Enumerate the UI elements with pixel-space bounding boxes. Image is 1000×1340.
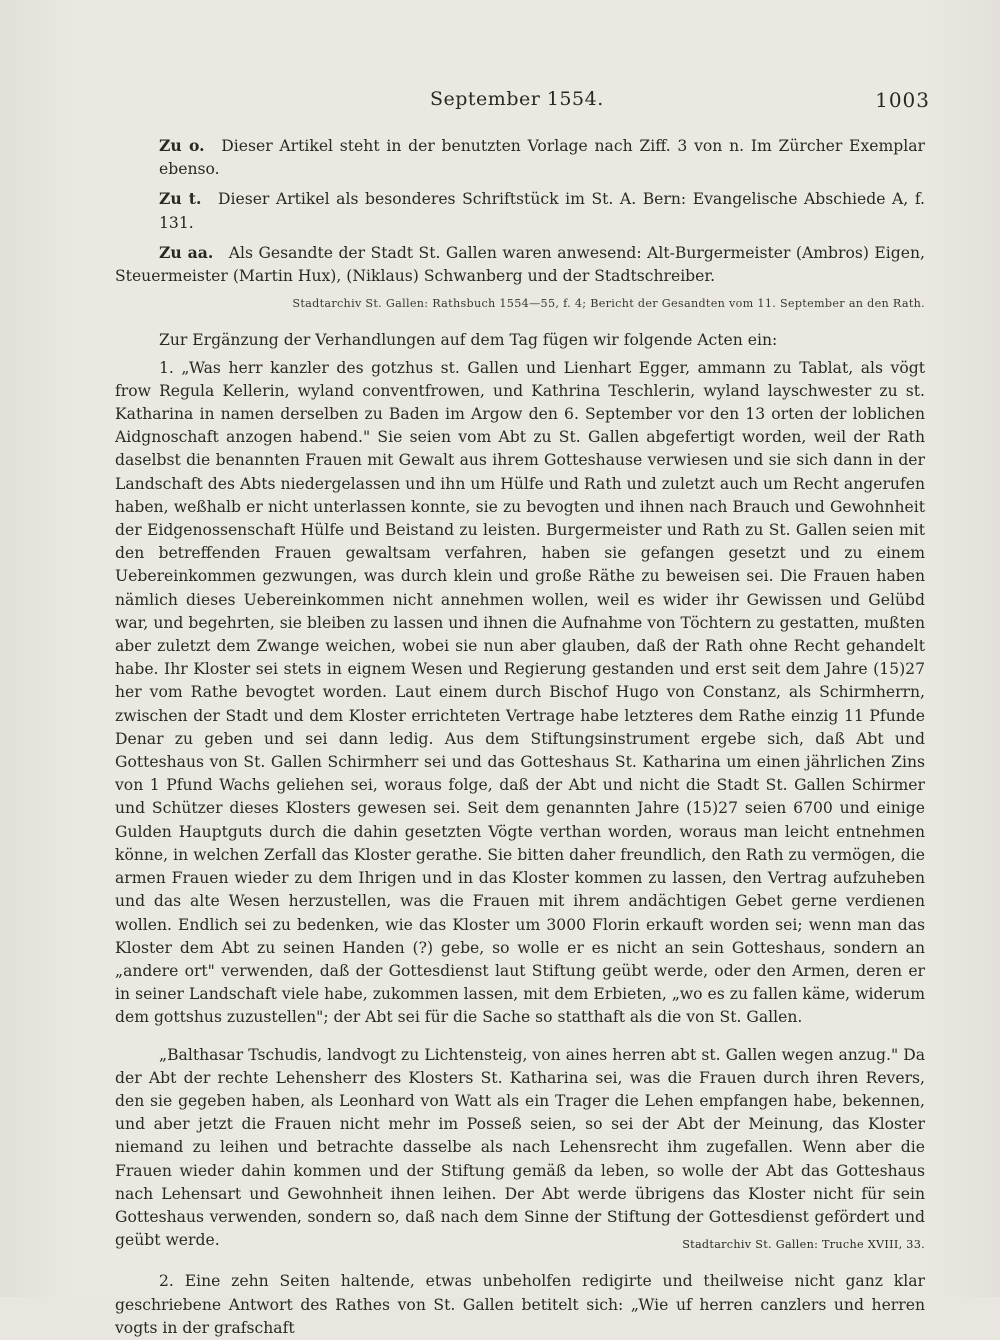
- document-item-1: 1. „Was herr kanzler des gotzhus st. Gallen und Lienhart Egger, ammann zu Tablat, als vögt frow Regula Kellerin, wyland conventfrowen, und Kathrina Teschlerin, wyland layschwester zu st. Katharina in namen derselben zu Baden im Argow den 6. September vor den 13 orten der loblichen Aidgnoschaft anzogen habend." Sie seien vom Abt zu St. Gallen abgefertigt worden, weil der Rath daselbst die benannten Frauen mit Gewalt aus ihrem Gotteshause verwiesen und sie sich dann in der Landschaft des Abts niedergelassen und ihn um Hülfe und Rath und zuletzt auch um Recht angerufen haben, weßhalb er nicht unterlassen konnte, sie zu bevogten und ihnen nach Brauch und Gewohnheit der Eidgenossenschaft Hülfe und Beistand zu leisten. Burgermeister und Rath zu St. Gallen seien mit den betreffenden Frauen gewaltsam verfahren, haben sie gefangen gesetzt und zu einem Uebereinkommen gezwungen, was durch klein und große Räthe zu beweisen sei. Die Frauen haben nämlich dieses Uebereinkommen nicht annehmen wollen, weil es wider ihr Gewissen und Gelübd war, und begehrten, sie bleiben zu lassen und ihnen die Aufnahme von Töchtern zu gestatten, mußten aber zuletzt dem Zwange weichen, wobei sie nun aber glauben, daß der Rath ohne Recht gehandelt habe. Ihr Kloster sei stets in eignem Wesen und Regierung gestanden und erst seit dem Jahre (15)27 her vom Rathe bevogtet worden. Laut einem durch Bischof Hugo von Constanz, als Schirmherrn, zwischen der Stadt und dem Kloster errichteten Vertrage habe letzteres dem Rathe einzig 11 Pfunde Denar zu geben und sei dann ledig. Aus dem Stiftungsinstrument ergebe sich, daß Abt und Gotteshaus von St. Gallen Schirmherr sei und das Gotteshaus St. Katharina um einen jährlichen Zins von 1 Pfund Wachs geliehen sei, woraus folge, daß der Abt und nicht die Stadt St. Gallen Schirmer und Schützer dieses Klosters gewesen sei. Seit dem genannten Jahre (15)27 seien 6700 und einige Gulden Hauptguts durch die dahin gesetzten Vögte verthan worden, woraus man leicht entnehmen könne, in welchen Zerfall das Kloster gerathe. Sie bitten daher freundlich, den Rath zu vermögen, die armen Frauen wieder zu dem Ihrigen und in das Kloster kommen zu lassen, den Vertrag aufzuheben und das alte Wesen herzustellen, was die Frauen mit ihrem andächtigen Gebet gerne verdienen wollen. Endlich sei zu bedenken, wie das Kloster um 3000 Florin erkauft worden sei; wenn man das Kloster dem Abt zu seinen Handen (?) gebe, so wolle er es nicht an sein Gotteshaus, sondern an „andere ort" verwenden, daß der Gottesdienst laut Stiftung geübt werde, oder den Armen, deren er in seiner Landschaft viele habe, zukommen lassen, mit dem Erbieten, „wo es zu fallen käme, widerum dem gottshus zuzustellen"; der Abt sei für die Sache so statthaft als die von St. Gallen.: [115, 358, 925, 1027]
- note-text: Als Gesandte der Stadt St. Gallen waren anwesend: Alt-Burgermeister (Ambros) Eigen, Steuermeister (Martin Hux), (Niklaus) Schwanberg und der Stadtschreiber.: [115, 243, 925, 286]
- page-header: [110, 88, 930, 118]
- note-t: [115, 187, 925, 234]
- page-number: 1003: [875, 88, 930, 112]
- document-item-2: 2. Eine zehn Seiten haltende, etwas unbeholfen redigirte und theilweise nicht ganz klar geschriebene Antwort des Rathes von St. Gallen betitelt sich: „Wie uf herren canzlers und herren vogts in der grafschaft: [115, 1272, 925, 1337]
- note-text: Dieser Artikel als besonderes Schriftstück im St. A. Bern: Evangelische Abschiede A, f. 131.: [159, 190, 925, 232]
- note-text: Dieser Artikel steht in der benutzten Vorlage nach Ziff. 3 von n. Im Zürcher Exemplar ebenso.: [159, 137, 925, 179]
- running-title: September 1554.: [430, 88, 604, 110]
- note-ref: Zu o.: [159, 136, 205, 155]
- intro-text: Zur Ergänzung der Verhandlungen auf dem Tag fügen wir folgende Acten ein:: [159, 331, 778, 350]
- note-ref: Zu aa.: [159, 242, 214, 262]
- spacer: [115, 1030, 925, 1044]
- spacer: [115, 1256, 925, 1270]
- item-text: „Balthasar Tschudis, landvogt zu Lichtensteig, von aines herren abt st. Gallen wegen anzug." Da der Abt der rechte Lehensherr des Klosters St. Katharina sei, was die Frauen durch ihren Revers, den sie gegeben haben, als Leonhard von Watt als ein Trager die Lehen empfangen habe, bekennen, und aber jetzt die Frauen nicht mehr im Posseß seien, so sei der Abt der Meinung, das Kloster niemand zu leihen und betrachte dasselbe als nach Lehensrecht ihm zugefallen. Wenn aber die Frauen wieder dahin kommen und der Stiftung gemäß da leben, so wolle der Abt das Gotteshaus nach Lehensart und Gewohnheit ihnen leihen. Der Abt werde übrigens das Kloster nicht für sein Gotteshaus verwenden, sondern so, daß nach dem Sinne der Stiftung der Gottesdienst gefördert und geübt werde.: [115, 1045, 925, 1250]
- note-aa: [115, 241, 925, 288]
- source-citation: Stadtarchiv St. Gallen: Rathsbuch 1554—55, f. 4; Bericht der Gesandten vom 11. September an den Rath.: [292, 297, 925, 311]
- note-ref: Zu t.: [159, 189, 202, 209]
- source-citation: Stadtarchiv St. Gallen: Truche XVIII, 33.: [682, 1238, 925, 1252]
- note-o: [115, 134, 925, 181]
- page-body: [115, 134, 925, 1340]
- document-item-1b: [115, 1044, 925, 1253]
